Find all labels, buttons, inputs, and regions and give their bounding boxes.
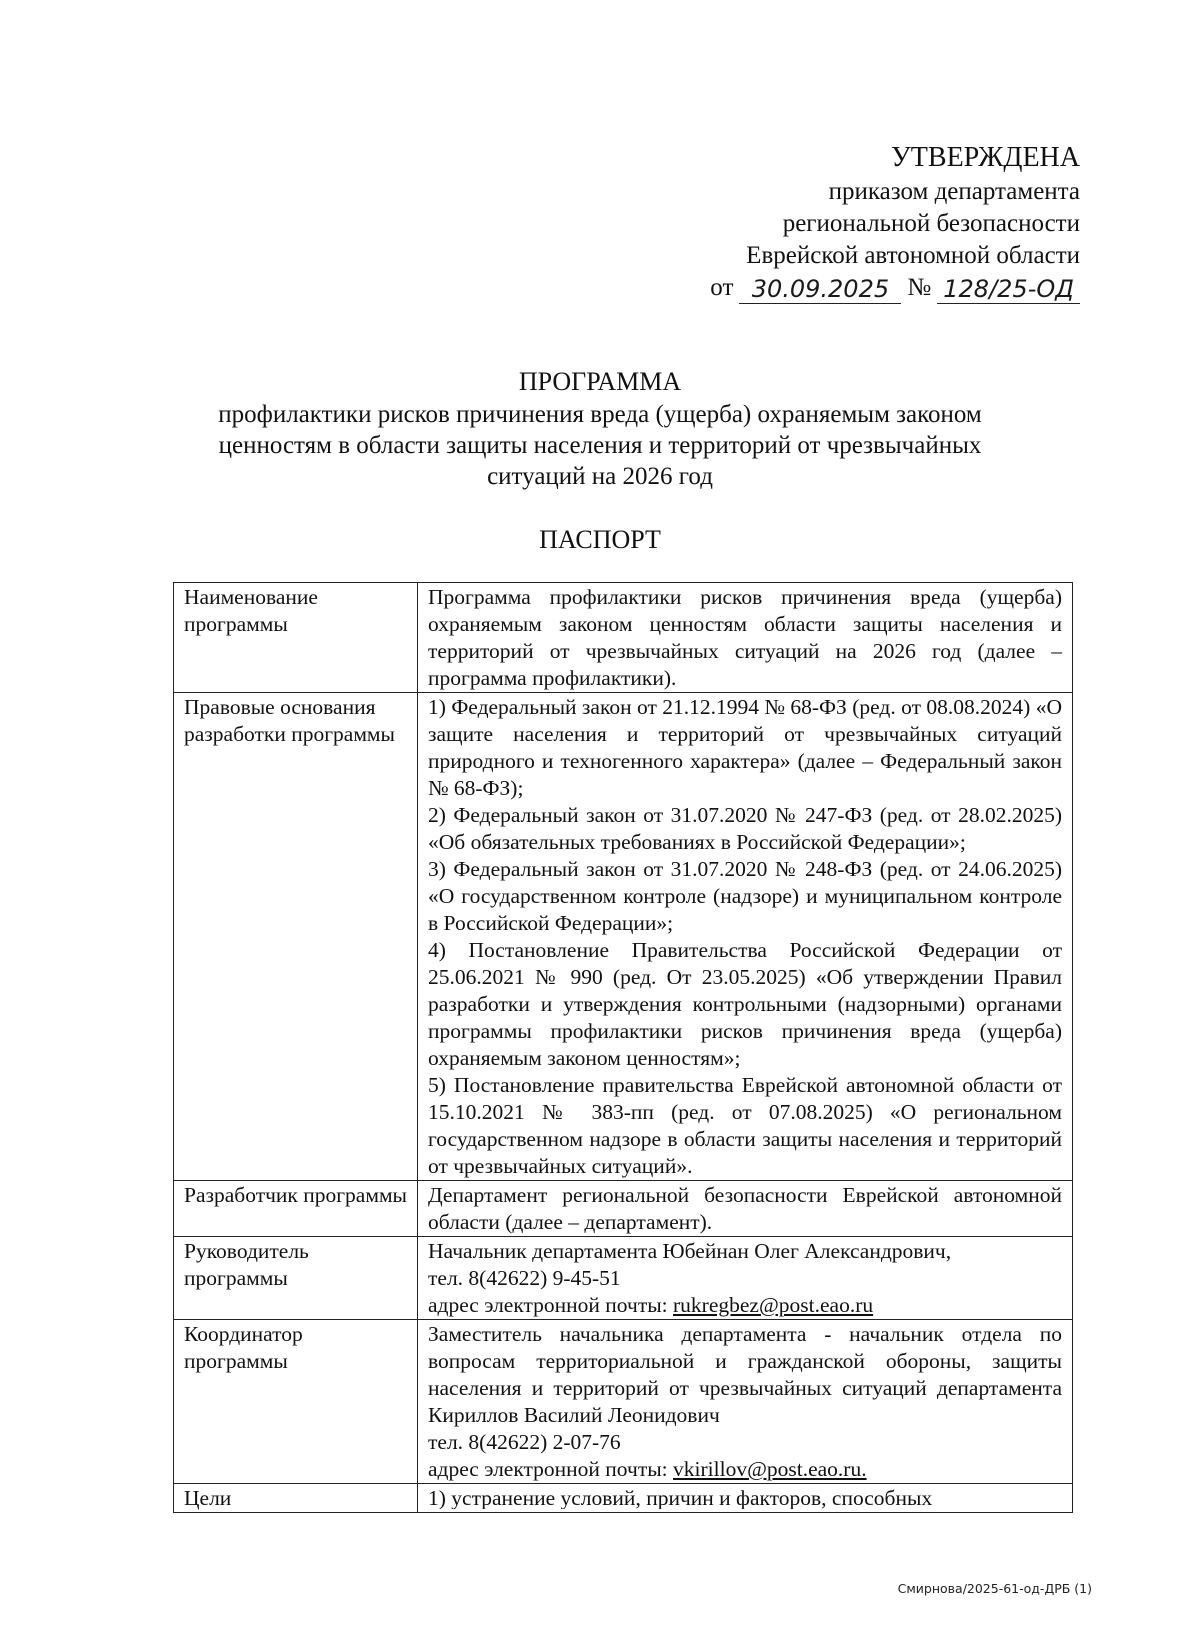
coordinator-email-line [428,1456,1062,1483]
approval-line-2: региональной безопасности [782,210,1080,237]
coordinator-email-label: адрес электронной почты: [428,1457,674,1481]
program-title-line-3: ситуаций на 2026 год [487,463,713,490]
coordinator-name: Заместитель начальника департамента - начальник отдела по вопросам территориальной и гражданской обороны, защиты населения и территорий от чрезвычайных ситуаций департамента Кириллов Василий Леонидович [428,1322,1062,1427]
row-label-name: Наименование программы [174,583,418,693]
table-row [174,693,1073,1181]
legal-item-5: 5) Постановление правительства Еврейской автономной области от 15.10.2021 № 383-пп (ред. от 07.08.2025) «О региональном государственном надзоре в области защиты населения и территорий от чрезвычайных ситуаций». [428,1073,1062,1178]
row-value-developer: Департамент региональной безопасности Еврейской автономной области (далее – департамент). [418,1181,1073,1237]
program-title-line-1: профилактики рисков причинения вреда (ущерба) охраняемым законом [218,401,982,428]
program-title [120,366,1080,492]
row-value-head [418,1237,1073,1320]
row-value-name: Программа профилактики рисков причинения вреда (ущерба) охраняемым законом ценностям области защиты населения и территорий от чрезвычайных ситуаций на 2026 год (далее – программа профилактики). [418,583,1073,693]
approval-line-3: Еврейской автономной области [746,242,1080,269]
head-email[interactable]: rukregbez@post.eao.ru [673,1293,874,1317]
program-title-line-2: ценностям в области защиты населения и территорий от чрезвычайных [218,432,982,459]
number-label: № [907,274,932,301]
handwritten-date: 30.09.2025 [739,275,901,304]
row-label-legal: Правовые основания разработки программы [174,693,418,1181]
approval-heading: УТВЕРЖДЕНА [890,142,1080,173]
row-value-goals [418,1484,1073,1513]
passport-heading: ПАСПОРТ [539,525,661,554]
row-label-head: Руководитель программы [174,1237,418,1320]
document-footer-code: Смирнова/2025-61-од-ДРБ (1) [897,1581,1092,1596]
table-row [174,1181,1073,1237]
handwritten-number: 128/25-ОД [937,275,1080,304]
order-line [710,272,1080,304]
row-label-coordinator: Координатор программы [174,1320,418,1484]
goals-text: 1) устранение условий, причин и факторов, способных [428,1486,933,1509]
legal-item-1: 1) Федеральный закон от 21.12.1994 № 68-ФЗ (ред. от 08.08.2024) «О защите населения и территорий от чрезвычайных ситуаций природного и техногенного характера» (далее – Федеральный закон № 68-ФЗ); [428,695,1062,800]
from-label: от [710,274,734,301]
approval-stamp [710,140,1080,304]
table-row [174,583,1073,693]
table-row [174,1237,1073,1320]
row-label-goals: Цели [174,1484,418,1513]
legal-item-2: 2) Федеральный закон от 31.07.2020 № 247-ФЗ (ред. от 28.02.2025) «Об обязательных требованиях в Российской Федерации»; [428,803,1062,854]
legal-item-3: 3) Федеральный закон от 31.07.2020 № 248-ФЗ (ред. от 24.06.2025) «О государственном контроле (надзоре) и муниципальном контроле в Российской Федерации»; [428,857,1062,935]
head-email-label: адрес электронной почты: [428,1293,674,1317]
row-value-coordinator [418,1320,1073,1484]
row-label-developer: Разработчик программы [174,1181,418,1237]
program-heading: ПРОГРАММА [518,367,682,396]
legal-item-4: 4) Постановление Правительства Российской Федерации от 25.06.2021 № 990 (ред. От 23.05.2025) «Об утверждении Правил разработки и утверждения контрольными (надзорными) органами программы профилактики рисков причинения вреда (ущерба) охраняемым законом ценностям»; [428,938,1062,1070]
row-value-legal [418,693,1073,1181]
table-row [174,1484,1073,1513]
head-email-line [428,1292,1062,1319]
coordinator-phone: тел. 8(42622) 2-07-76 [428,1430,621,1454]
head-phone: тел. 8(42622) 9-45-51 [428,1266,621,1290]
table-row [174,1320,1073,1484]
passport-table [173,582,1073,1513]
approval-line-1: приказом департамента [828,178,1080,205]
head-name: Начальник департамента Юбейнан Олег Александрович, [428,1239,952,1263]
coordinator-email[interactable]: vkirillov@post.eao.ru. [673,1457,867,1481]
